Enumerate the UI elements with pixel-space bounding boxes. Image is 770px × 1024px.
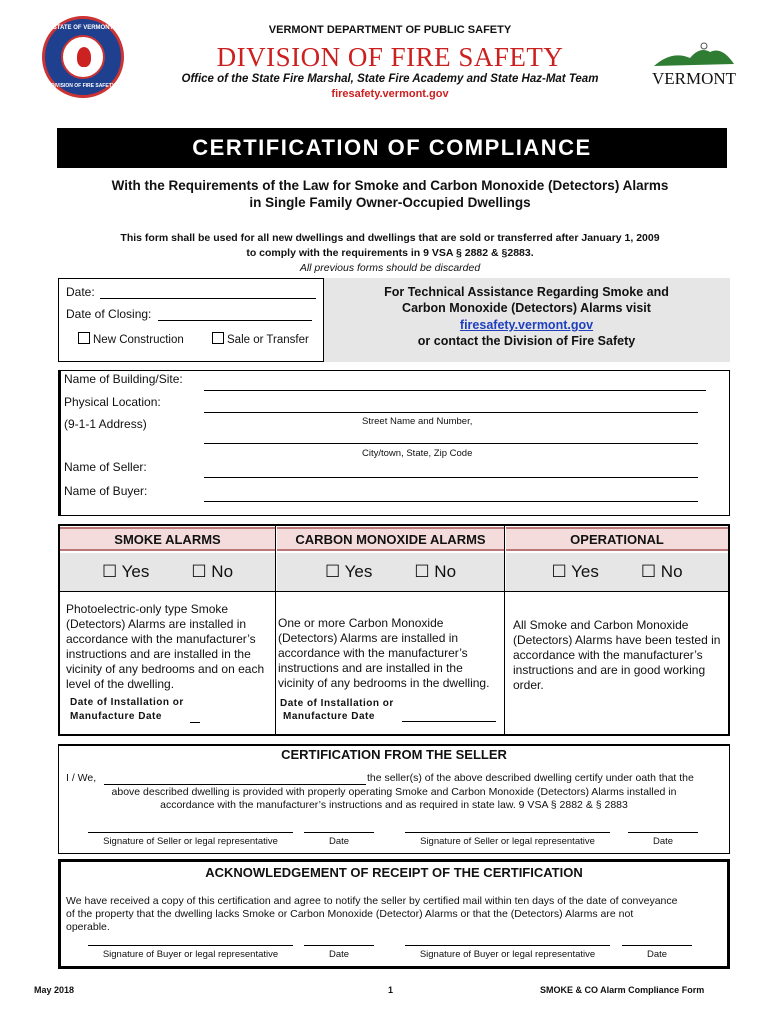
co-alarm-description: One or more Carbon Monoxide (Detectors) Alarms are installed in accordance with the manufacturer’s instructions and are installed in the vicinity of any bedrooms in the dwelling. <box>278 616 490 690</box>
assistance-panel <box>323 278 730 362</box>
seller-field[interactable] <box>204 477 698 478</box>
building-label: Name of Building/Site: <box>64 372 183 386</box>
new-construction-checkbox[interactable] <box>78 332 90 344</box>
seal-emblem <box>61 35 105 79</box>
co-alarms-header: CARBON MONOXIDE ALARMS <box>277 527 504 551</box>
notice-line-2: to comply with the requirements in 9 VSA § 2882 & §2883. <box>246 247 534 259</box>
street-hint: Street Name and Number, <box>362 416 473 427</box>
assist-line-2: Carbon Monoxide (Detectors) Alarms visit <box>402 301 651 315</box>
operational-no-checkbox[interactable]: ☐ No <box>640 562 683 581</box>
notice-line-3: All previous forms should be discarded <box>299 262 481 274</box>
seller-signature-2-label: Signature of Seller or legal representative <box>420 836 595 847</box>
smoke-alarms-header: SMOKE ALARMS <box>60 527 275 551</box>
location-label: Physical Location: <box>64 395 161 409</box>
buyer-signature-1-label: Signature of Buyer or legal representative <box>102 949 279 960</box>
notice-line-1: This form shall be used for all new dwellings and dwellings that are sold or transferred after January 1, 2009 <box>120 232 660 244</box>
co-install-label-2: Manufacture Date <box>283 711 375 722</box>
seller-date-1-label: Date <box>328 836 350 847</box>
building-field[interactable] <box>204 390 706 391</box>
smoke-yes-checkbox[interactable]: ☐ Yes <box>101 562 150 581</box>
table-row-divider <box>60 591 728 592</box>
buyer-field[interactable] <box>204 501 698 502</box>
operational-description: All Smoke and Carbon Monoxide (Detectors) Alarms have been tested in accordance with the manufacturer’s instructions and are in good working order. <box>513 618 721 692</box>
sale-transfer-label: Sale or Transfer <box>227 334 309 346</box>
seller-cert-line-2: above described dwelling is provided with properly operating Smoke and Carbon Monoxide (Detectors) Alarms installed in <box>111 786 677 798</box>
buyer-signature-2-label: Signature of Buyer or legal representative <box>419 949 596 960</box>
new-construction-option[interactable] <box>78 332 184 346</box>
department-name: VERMONT DEPARTMENT OF PUBLIC SAFETY <box>268 24 512 36</box>
operational-yes-checkbox[interactable]: ☐ Yes <box>551 562 599 581</box>
buyer-date-1-label: Date <box>328 949 350 960</box>
ack-heading: ACKNOWLEDGEMENT OF RECEIPT OF THE CERTIFICATION <box>205 865 583 880</box>
co-yes-no <box>277 553 504 591</box>
closing-date-label: Date of Closing: <box>66 307 152 321</box>
address-label: (9-1-1 Address) <box>64 417 147 431</box>
ack-line-2: of the property that the dwelling lacks Smoke or Carbon Monoxide (Detector) Alarms or that the (Detectors) Alarms are not <box>66 908 634 920</box>
assist-link[interactable]: firesafety.vermont.gov <box>459 318 594 332</box>
seller-names-field[interactable] <box>104 784 366 785</box>
subtitle-line-2: in Single Family Owner-Occupied Dwellings <box>249 195 531 210</box>
assist-line-3: or contact the Division of Fire Safety <box>417 334 636 348</box>
table-col-divider-1 <box>275 525 276 735</box>
buyer-date-2-label: Date <box>646 949 668 960</box>
assist-line-1: For Technical Assistance Regarding Smoke and <box>384 285 669 299</box>
buyer-date-2-field[interactable] <box>622 945 692 946</box>
fire-safety-seal <box>42 16 124 98</box>
closing-date-field[interactable] <box>158 320 312 321</box>
date-label: Date: <box>66 285 95 299</box>
footer-form-name: SMOKE & CO Alarm Compliance Form <box>540 985 705 995</box>
vermont-wordmark: VERMONT <box>652 69 737 88</box>
smoke-install-label-1: Date of Installation or <box>70 697 184 708</box>
buyer-label: Name of Buyer: <box>64 484 148 498</box>
new-construction-label: New Construction <box>93 334 184 346</box>
street-field[interactable] <box>204 412 698 413</box>
seller-date-1-field[interactable] <box>304 832 374 833</box>
smoke-install-date-field[interactable] <box>190 722 200 723</box>
buyer-date-1-field[interactable] <box>304 945 374 946</box>
city-hint: City/town, State, Zip Code <box>362 448 473 459</box>
seller-cert-heading: CERTIFICATION FROM THE SELLER <box>281 747 507 762</box>
seller-signature-1-label: Signature of Seller or legal representative <box>103 836 278 847</box>
seller-cert-suffix: the seller(s) of the above described dwelling certify under oath that the <box>367 772 694 784</box>
seal-text-bottom: DIVISION OF FIRE SAFETY <box>50 83 116 89</box>
city-field[interactable] <box>204 443 698 444</box>
seller-date-2-label: Date <box>652 836 674 847</box>
smoke-install-label-2: Manufacture Date <box>70 711 162 722</box>
sale-transfer-checkbox[interactable] <box>212 332 224 344</box>
seal-text-top: STATE OF VERMONT <box>52 25 114 31</box>
co-yes-checkbox[interactable]: ☐ Yes <box>324 562 373 581</box>
smoke-alarm-description: Photoelectric-only type Smoke (Detectors) Alarms are installed in accordance with the manufacturer’s instructions and are installed in the vicinity of any bedrooms and on each level of the dwelling. <box>66 602 265 691</box>
sale-transfer-option[interactable] <box>212 332 309 346</box>
footer-date: May 2018 <box>34 985 75 995</box>
seller-cert-prefix: I / We, <box>66 772 97 784</box>
seller-cert-line-3: accordance with the manufacturer’s instructions and as required in state law. 9 VSA § 2882 & § 2883 <box>160 799 628 811</box>
flame-icon <box>77 47 91 67</box>
smoke-yes-no <box>60 553 275 591</box>
website-link[interactable]: firesafety.vermont.gov <box>331 88 449 100</box>
smoke-no-checkbox[interactable]: ☐ No <box>191 562 234 581</box>
operational-header: OPERATIONAL <box>506 527 728 551</box>
operational-yes-no <box>506 553 728 591</box>
subtitle-line-1: With the Requirements of the Law for Smoke and Carbon Monoxide (Detectors) Alarms <box>111 178 669 193</box>
seller-label: Name of Seller: <box>64 460 147 474</box>
seller-date-2-field[interactable] <box>628 832 698 833</box>
co-install-date-field[interactable] <box>402 721 496 722</box>
ack-line-3: operable. <box>66 921 110 933</box>
ack-line-1: We have received a copy of this certification and agree to notify the seller by certified mail within ten days of the date of conveyance <box>66 895 678 907</box>
co-no-checkbox[interactable]: ☐ No <box>414 562 457 581</box>
buyer-signature-1-field[interactable] <box>88 945 293 946</box>
seller-signature-2-field[interactable] <box>405 832 610 833</box>
mountain-icon <box>652 42 736 68</box>
buyer-signature-2-field[interactable] <box>405 945 610 946</box>
footer-page-number: 1 <box>388 985 394 995</box>
division-title: DIVISION OF FIRE SAFETY <box>216 42 564 72</box>
vermont-logo <box>652 42 736 90</box>
co-install-label-1: Date of Installation or <box>280 698 394 709</box>
office-line: Office of the State Fire Marshal, State Fire Academy and State Haz-Mat Team <box>181 73 599 85</box>
seller-signature-1-field[interactable] <box>88 832 293 833</box>
date-field[interactable] <box>100 298 316 299</box>
form-title: CERTIFICATION OF COMPLIANCE <box>57 128 727 168</box>
table-col-divider-2 <box>504 525 505 735</box>
